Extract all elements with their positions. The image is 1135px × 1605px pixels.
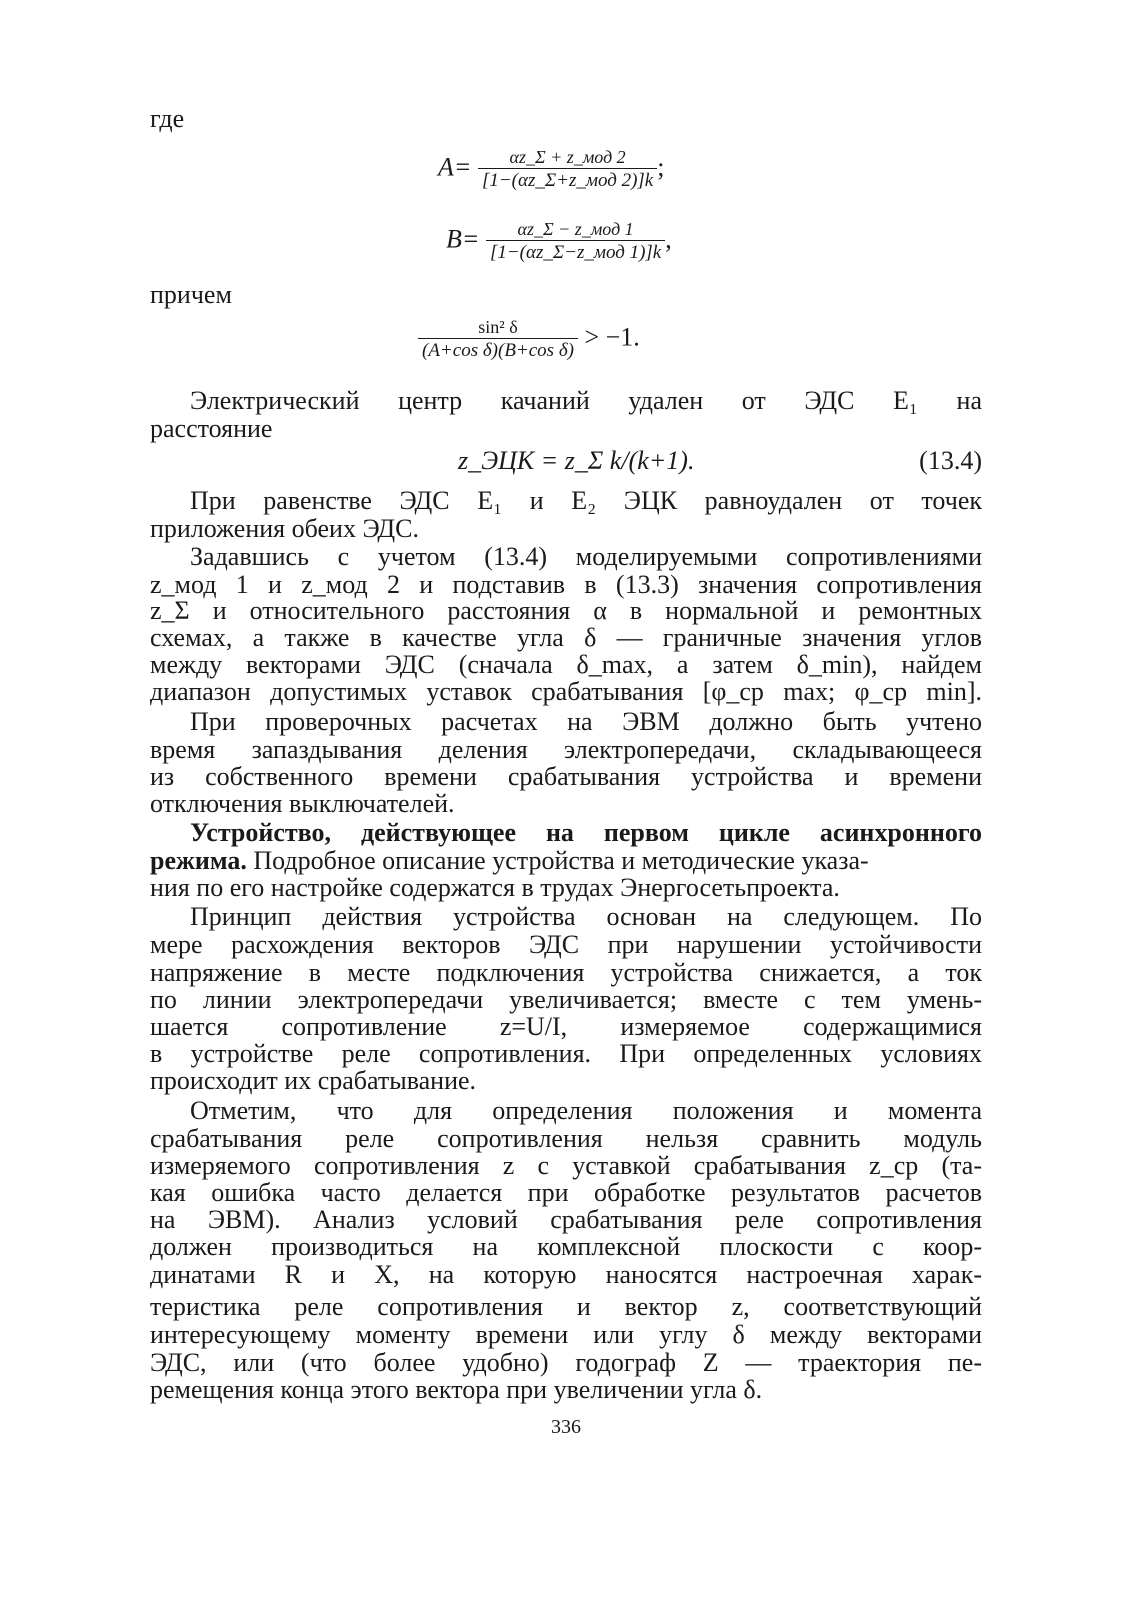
formula-b-fraction xyxy=(486,218,665,265)
para-setting-line: диапазон допустимых уставок срабатывания [φ_ср max; φ_ср min]. xyxy=(150,677,982,706)
para-principle-line: Принцип действия устройства основан на следующем. По xyxy=(190,902,982,931)
para-note-line: теристика реле сопротивления и вектор z, соответствующий xyxy=(150,1292,982,1321)
para-principle-line: происходит их срабатывание. xyxy=(150,1066,477,1095)
inequality xyxy=(418,316,640,363)
section-heading-end: режима. xyxy=(150,846,247,875)
formula-a-numerator: αz_Σ + z_мод 2 xyxy=(509,147,626,167)
para-setting-line: между векторами ЭДС (сначала δ_max, а затем δ_min), найдем xyxy=(150,650,982,679)
equation-number: (13.4) xyxy=(919,446,982,475)
book-page xyxy=(150,0,982,1605)
para-principle-line: в устройстве реле сопротивления. При определенных условиях xyxy=(150,1039,982,1068)
para-note-line: динатами R и X, на которую наносятся настроечная харак- xyxy=(150,1260,982,1289)
para-note-line: ремещения конца этого вектора при увеличении угла δ. xyxy=(150,1375,763,1404)
formula-a-tail: ; xyxy=(657,152,665,182)
para-principle-line: шается сопротивление z=U/I, измеряемое содержащимися xyxy=(150,1012,982,1041)
para-device-line: ния по его настройке содержатся в трудах Энергосетьпроекта. xyxy=(150,873,840,902)
para-center-line: расстояние xyxy=(150,414,273,443)
formula-a-denominator: [1−(αz_Σ+z_мод 2)]k xyxy=(478,168,657,193)
page-number: 336 xyxy=(551,1416,581,1438)
para-principle-line: мере расхождения векторов ЭДС при нарушении устойчивости xyxy=(150,930,982,959)
inequality-rhs: > −1. xyxy=(584,322,640,352)
formula-b-numerator: αz_Σ − z_мод 1 xyxy=(517,219,634,239)
para-equal-line: При равенстве ЭДС E₁ и E₂ ЭЦК равноудален от точек xyxy=(190,486,982,515)
para-check-line: из собственного времени срабатывания устройства и времени xyxy=(150,762,982,791)
para-setting-line: Задавшись с учетом (13.4) моделируемыми сопротивлениями xyxy=(190,542,982,571)
word-where: где xyxy=(150,104,185,133)
inequality-denominator: (A+cos δ)(B+cos δ) xyxy=(418,338,578,363)
para-note-line: должен производиться на комплексной плоскости с коор- xyxy=(150,1232,982,1261)
word-moreover: причем xyxy=(150,280,232,309)
para-principle-line: по линии электропередачи увеличивается; вместе с тем умень- xyxy=(150,985,982,1014)
inequality-fraction xyxy=(418,316,578,363)
para-principle-line: напряжение в месте подключения устройства снижается, а ток xyxy=(150,958,982,987)
formula-a-fraction xyxy=(478,146,657,193)
para-equal-line: приложения обеих ЭДС. xyxy=(150,514,420,543)
para-check-line: время запаздывания деления электропередачи, складывающееся xyxy=(150,735,982,764)
para-check-line: При проверочных расчетах на ЭВМ должно быть учтено xyxy=(190,707,982,736)
para-device-text: Подробное описание устройства и методические указа- xyxy=(253,846,869,875)
equation-13-4: z_ЭЦК = z_Σ k/(k+1). xyxy=(458,446,695,475)
formula-a xyxy=(438,146,664,193)
para-note-line: кая ошибка часто делается при обработке результатов расчетов xyxy=(150,1178,982,1207)
para-note-line: интересующему моменту времени или углу δ между векторами xyxy=(150,1320,982,1349)
formula-b-denominator: [1−(αz_Σ−z_мод 1)]k xyxy=(486,240,665,265)
inequality-numerator: sin² δ xyxy=(478,317,518,337)
formula-b-tail: , xyxy=(665,224,672,254)
para-setting-line: z_Σ и относительного расстояния α в нормальной и ремонтных xyxy=(150,596,982,625)
formula-b-lhs: B= xyxy=(446,224,480,254)
formula-b xyxy=(446,218,672,265)
section-heading: Устройство, действующее на первом цикле асинхронного xyxy=(190,818,982,847)
para-note-line: ЭДС, или (что более удобно) годограф Z — траектория пе- xyxy=(150,1348,982,1377)
para-note-line: измеряемого сопротивления z с уставкой срабатывания z_ср (та- xyxy=(150,1151,982,1180)
para-check-line: отключения выключателей. xyxy=(150,789,455,818)
para-center-line: Электрический центр качаний удален от ЭДС E₁ на xyxy=(190,386,982,415)
para-note-line: Отметим, что для определения положения и момента xyxy=(190,1096,982,1125)
formula-a-lhs: A= xyxy=(438,152,472,182)
para-setting-line: z_мод 1 и z_мод 2 и подставив в (13.3) значения сопротивления xyxy=(150,570,982,599)
para-device-line xyxy=(150,846,982,876)
para-setting-line: схемах, а также в качестве угла δ — граничные значения углов xyxy=(150,623,982,652)
para-note-line: срабатывания реле сопротивления нельзя сравнить модуль xyxy=(150,1124,982,1153)
para-note-line: на ЭВМ). Анализ условий срабатывания реле сопротивления xyxy=(150,1205,982,1234)
